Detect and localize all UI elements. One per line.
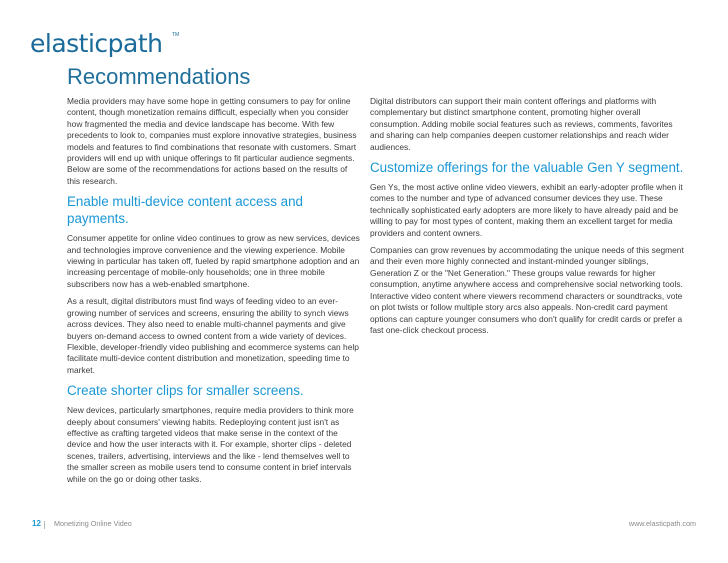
paragraph-consumer-appetite: Consumer appetite for online video continues to grow as new services, devices and technologies improve convenience and the viewing experience. Mobile viewing in particular has taken off, fueled by rapid smartphone adoption and an increasing percentage of mobile-only households; one in three mobile subscribers now has a web-enabled smartphone. [67,233,360,289]
page-number: 12 [32,519,41,528]
logo-text: elasticpath [30,29,163,58]
heading-gen-y: Customize offerings for the valuable Gen Y segment. [370,160,684,176]
elastic-path-logo [30,24,180,64]
heading-multi-device: Enable multi-device content access and payments. [67,194,303,227]
left-column [67,96,360,491]
paragraph-digital-distributors: As a result, digital distributors must find ways of feeding video to an ever-growing number of services and screens, ensuring the ability to synch views across devices. They also need to enable multi-channel payments and give buyers on-demand access to owned content from a wide variety of devices. Flexible, developer-friendly video publishing and ecommerce systems can help facilitate multi-device content distribution and monetization, speeding time to market. [67,296,359,375]
page-footer [32,519,696,533]
footer-divider [44,521,45,529]
right-column [370,96,688,342]
intro-paragraph: Media providers may have some hope in getting consumers to pay for online content, though monetization remains difficult, especially when you consider how fragmented the media and device landscape has become. With few precedents to look to, companies must explore innovative strategies, business models and features to find combinations that resonate with customers. Smart providers will end up with unique offerings to fit particular audience segments. Below are some of the recommendations for actions based on the results of this research. [67,96,357,186]
heading-shorter-clips: Create shorter clips for smaller screens. [67,383,304,399]
paragraph-complementary-content: Digital distributors can support their main content offerings and platforms with complementary but distinct smartphone content, promoting higher overall consumption. Adding mobile social features such as reviews, comments, favorites and sharing can help companies deepen customer relationships and reach wider audiences. [370,96,673,152]
footer-url-link[interactable]: www.elasticpath.com [628,519,696,528]
paragraph-gen-ys: Gen Ys, the most active online video viewers, exhibit an early-adopter profile when it comes to the number and type of advanced consumer devices they use. These technically sophisticated early adopters are more likely to have already paid and be willing to pay for most types of content, making them an excellent target for media providers and content owners. [370,182,683,238]
logo-trademark: TM [172,32,180,38]
paragraph-new-devices: New devices, particularly smartphones, require media providers to think more deeply about consumers' viewing habits. Redeploying content just isn't as effective as crafting targeted videos that make sense in the context of the device and how the user interacts with it. For example, shorter clips - deleted scenes, trailers, advertising, interviews and the like - lend themselves well to the smaller screen as mobile users tend to consume content in brief intervals while on the go or doing other tasks. [67,405,354,484]
page-title: Recommendations [67,64,251,89]
footer-document-title: Monetizing Online Video [54,519,132,528]
paragraph-companies-grow: Companies can grow revenues by accommodating the unique needs of this segment and their even more highly connected and instant-minded younger siblings, Generation Z or the "Net Generation." These groups value rewards for higher consumption, anytime anywhere access and comprehensive social networking tools. Interactive video content where viewers recommend characters or soundtracks, vote on plot twists or follow multiple story arcs also appeals. Non-credit card payment options can capture younger consumers who don't qualify for credit cards or prefer a fast one-click checkout process. [370,245,684,335]
